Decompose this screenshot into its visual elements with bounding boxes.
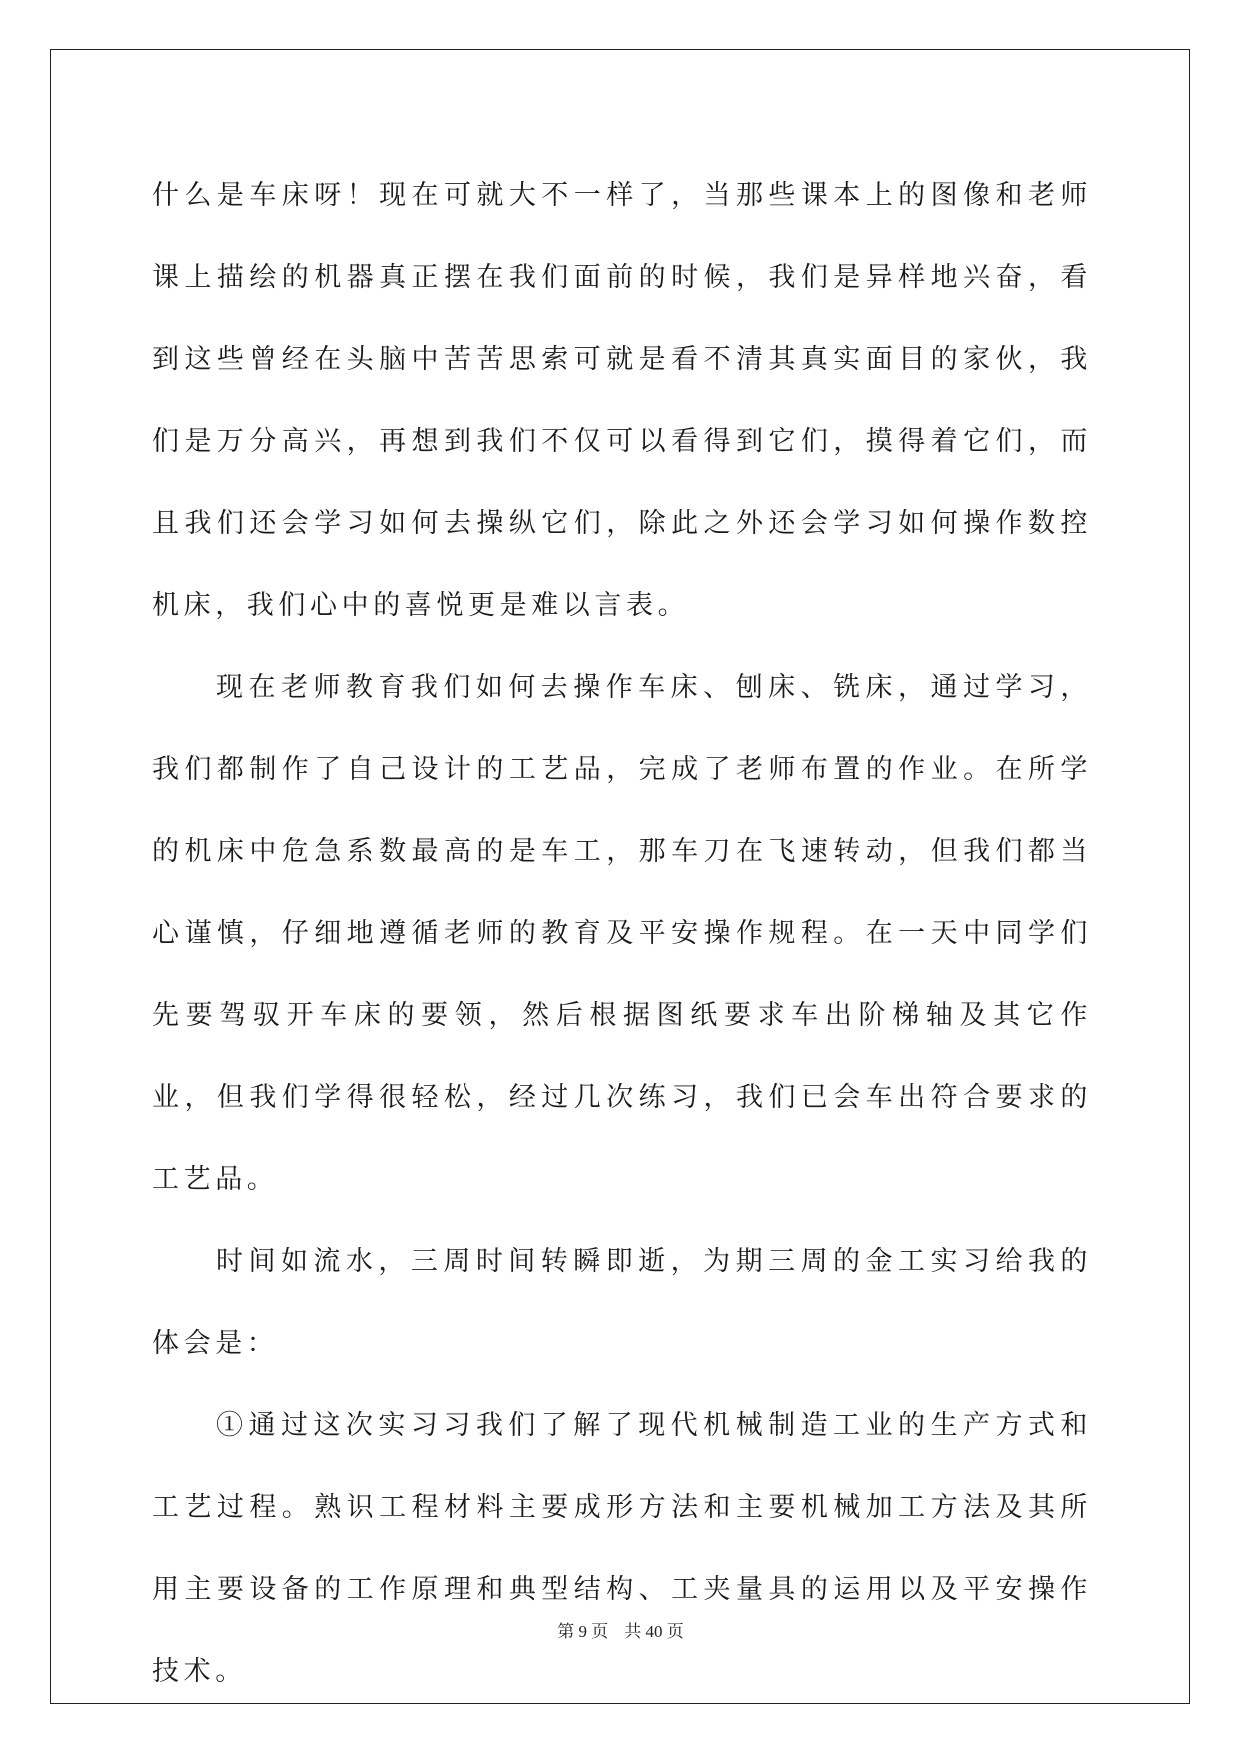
paragraph-4: ①通过这次实习习我们了解了现代机械制造工业的生产方式和工艺过程。熟识工程材料主要成形方法和主要机械加工方法及其所用主要设备的工作原理和典型结构、工夹量具的运用以及平安操作技术。	[152, 1410, 1092, 1687]
page-footer	[0, 1620, 1241, 1644]
page-total: 共 40 页	[624, 1622, 684, 1641]
document-body	[152, 155, 1092, 1713]
paragraph-2: 现在老师教育我们如何去操作车床、刨床、铣床，通过学习，我们都制作了自己设计的工艺品，完成了老师布置的作业。在所学的机床中危急系数最高的是车工，那车刀在飞速转动，但我们都当心谨慎，仔细地遵循老师的教育及平安操作规程。在一天中同学们先要驾驭开车床的要领，然后根据图纸要求车出阶梯轴及其它作业，但我们学得很轻松，经过几次练习，我们已会车出符合要求的工艺品。	[152, 672, 1092, 1195]
paragraph-1: 什么是车床呀！现在可就大不一样了，当那些课本上的图像和老师课上描绘的机器真正摆在我们面前的时候，我们是异样地兴奋，看到这些曾经在头脑中苦苦思索可就是看不清其真实面目的家伙，我们是万分高兴，再想到我们不仅可以看得到它们，摸得着它们，而且我们还会学习如何去操纵它们，除此之外还会学习如何操作数控机床，我们心中的喜悦更是难以言表。	[152, 180, 1092, 621]
paragraph-3: 时间如流水，三周时间转瞬即逝，为期三周的金工实习给我的体会是：	[152, 1246, 1092, 1359]
page-number: 第 9 页	[557, 1622, 609, 1641]
